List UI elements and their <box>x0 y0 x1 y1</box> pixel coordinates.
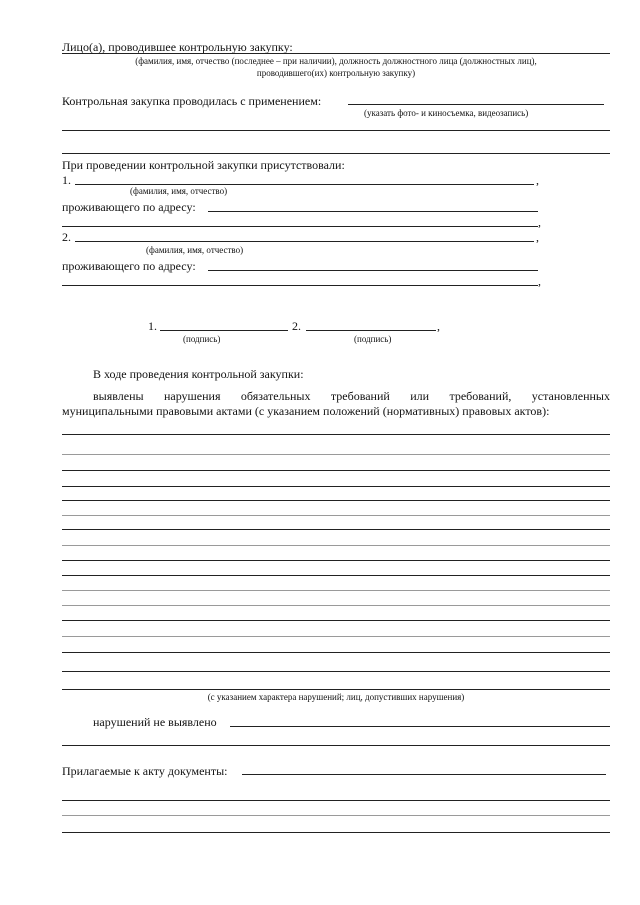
violation-line[interactable] <box>62 636 610 637</box>
violation-line[interactable] <box>62 454 610 455</box>
witness-1-address-label: проживающего по адресу: <box>62 200 196 214</box>
results-intro: В ходе проведения контрольной закупки: <box>93 367 304 381</box>
signature-comma: , <box>437 319 440 333</box>
no-violations-line-2[interactable] <box>62 745 610 746</box>
witness-2-address-line-2[interactable] <box>62 285 538 286</box>
witness-2-address-label: проживающего по адресу: <box>62 259 196 273</box>
inspector-hint-2: проводившего(их) контрольную закупку) <box>256 68 416 78</box>
witness-1-name-hint: (фамилия, имя, отчество) <box>130 186 228 196</box>
witness-1-address-field[interactable] <box>208 211 538 212</box>
violation-line[interactable] <box>62 486 610 487</box>
witness-1-address-line-2[interactable] <box>62 226 538 227</box>
violation-line[interactable] <box>62 500 610 501</box>
violation-line[interactable] <box>62 671 610 672</box>
attachments-field[interactable] <box>242 774 606 775</box>
witness-2-name-field[interactable] <box>75 241 534 242</box>
attachments-line[interactable] <box>62 800 610 801</box>
attachments-line[interactable] <box>62 832 610 833</box>
signature-1-field[interactable] <box>160 330 288 331</box>
signature-2-hint: (подпись) <box>354 334 392 344</box>
witness-1-number: 1. <box>62 173 71 187</box>
witness-1-comma: , <box>536 173 539 187</box>
recording-label: Контрольная закупка проводилась с применением: <box>62 94 322 108</box>
no-violations-field[interactable] <box>230 726 610 727</box>
witness-2-comma: , <box>536 230 539 244</box>
violation-line[interactable] <box>62 515 610 516</box>
recording-line-3[interactable] <box>62 153 610 154</box>
violation-line[interactable] <box>62 590 610 591</box>
witness-2-address-field[interactable] <box>208 270 538 271</box>
violation-line[interactable] <box>62 575 610 576</box>
violation-line[interactable] <box>62 620 610 621</box>
violation-line[interactable] <box>62 560 610 561</box>
witness-1-name-field[interactable] <box>75 184 534 185</box>
witnesses-label: При проведении контрольной закупки присутствовали: <box>62 158 345 172</box>
recording-line-2[interactable] <box>62 130 610 131</box>
attachments-label: Прилагаемые к акту документы: <box>62 764 228 778</box>
signature-2-number: 2. <box>292 319 301 333</box>
violation-line[interactable] <box>62 470 610 471</box>
violation-line[interactable] <box>62 605 610 606</box>
inspector-line <box>62 53 610 54</box>
witness-2-name-hint: (фамилия, имя, отчество) <box>146 245 244 255</box>
violations-found-line-1: выявлены нарушения обязательных требований или требований, установленных <box>93 389 610 403</box>
witness-2-number: 2. <box>62 230 71 244</box>
violation-line[interactable] <box>62 545 610 546</box>
no-violations-label: нарушений не выявлено <box>93 715 217 729</box>
violation-line[interactable] <box>62 529 610 530</box>
violation-line-final[interactable] <box>62 689 610 690</box>
recording-field[interactable] <box>348 104 604 105</box>
signature-1-hint: (подпись) <box>183 334 221 344</box>
violation-line[interactable] <box>62 652 610 653</box>
attachments-line[interactable] <box>62 815 610 816</box>
signature-1-number: 1. <box>148 319 157 333</box>
violations-found-line-2: муниципальными правовыми актами (с указанием положений (нормативных) правовых актов): <box>62 404 550 418</box>
inspector-label: Лицо(а), проводившее контрольную закупку: <box>62 40 293 54</box>
witness-2-address-comma: , <box>538 274 541 288</box>
violations-hint: (с указанием характера нарушений; лиц, допустивших нарушения) <box>207 692 465 702</box>
signature-2-field[interactable] <box>306 330 436 331</box>
recording-hint: (указать фото- и киносъемка, видеозапись) <box>364 108 529 118</box>
inspector-hint-1: (фамилия, имя, отчество (последнее – при наличии), должность должностного лица (должностных лиц), <box>135 56 537 66</box>
violation-line[interactable] <box>62 434 610 435</box>
witness-1-address-comma: , <box>538 215 541 229</box>
